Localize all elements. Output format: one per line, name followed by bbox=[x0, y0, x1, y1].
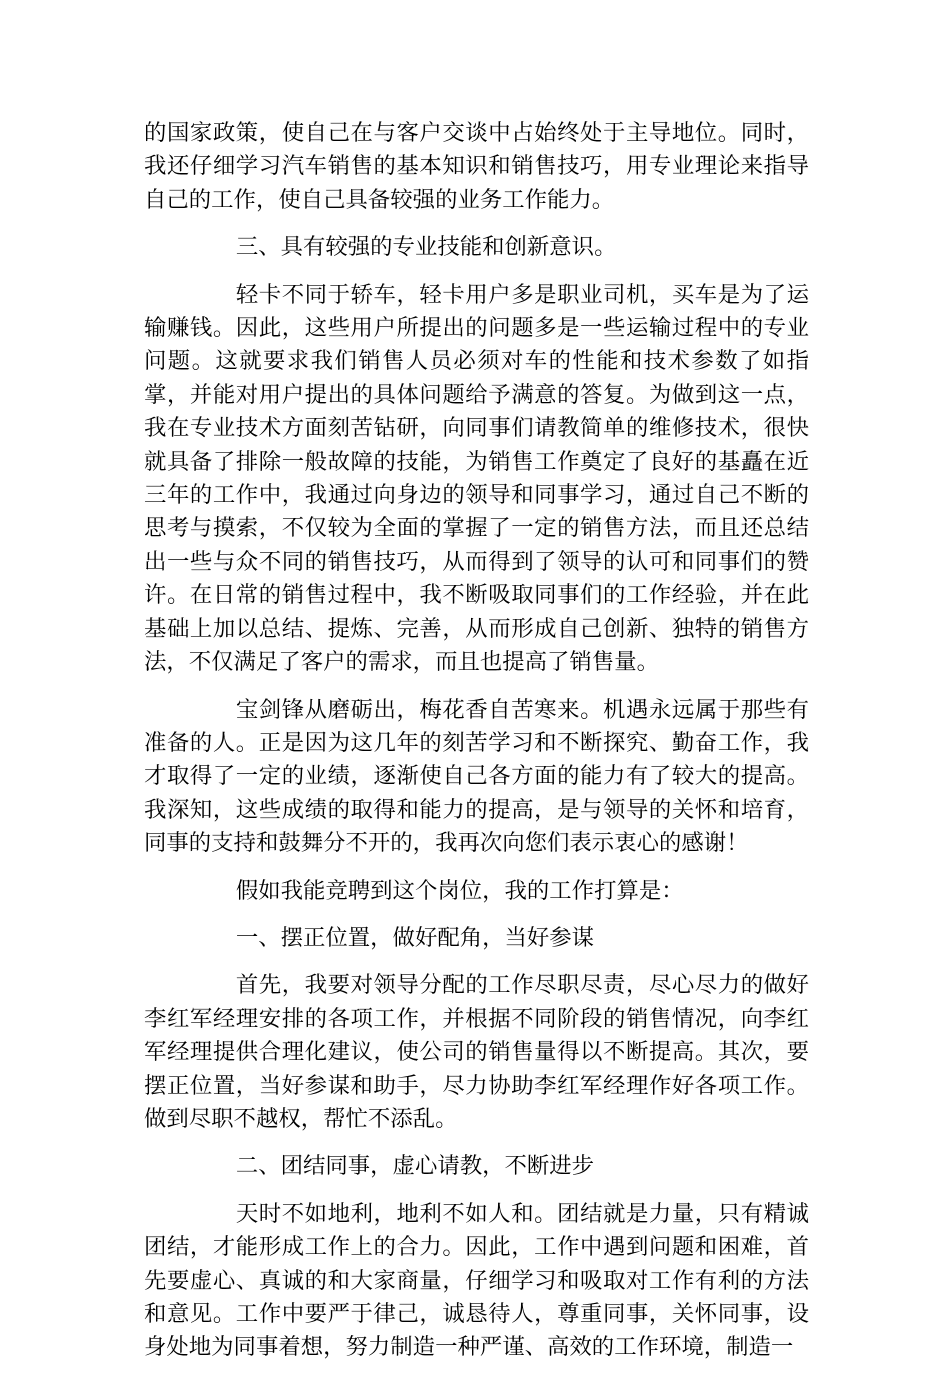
paragraph-4: 宝剑锋从磨砺出，梅花香自苦寒来。机遇永远属于那些有准备的人。正是因为这几年的刻苦学习和不断探究、勤奋工作，我才取得了一定的业绩，逐渐使自己各方面的能力有了较大的提高。我深知，这些成绩的取得和能力的提高，是与领导的关怀和培育，同事的支持和鼓舞分不开的，我再次向您们表示衷心的感谢！ bbox=[144, 696, 809, 857]
paragraph-2-heading: 三、具有较强的专业技能和创新意识。 bbox=[235, 234, 617, 261]
paragraph-6-heading: 一、摆正位置，做好配角，当好参谋 bbox=[235, 924, 595, 951]
paragraph-7: 首先，我要对领导分配的工作尽职尽责，尽心尽力的做好李红军经理安排的各项工作，并根据不同阶段的销售情况，向李红军经理提供合理化建议，使公司的销售量得以不断提高。其次，要摆正位置，当好参谋和助手，尽力协助李红军经理作好各项工作。做到尽职不越权，帮忙不添乱。 bbox=[144, 972, 809, 1132]
paragraph-8-heading: 二、团结同事，虚心请教，不断进步 bbox=[235, 1153, 595, 1180]
paragraph-5: 假如我能竞聘到这个岗位，我的工作打算是： bbox=[235, 877, 684, 904]
document-page bbox=[144, 117, 809, 1379]
paragraph-3: 轻卡不同于轿车，轻卡用户多是职业司机，买车是为了运输赚钱。因此，这些用户所提出的问题多是一些运输过程中的专业问题。这就要求我们销售人员必须对车的性能和技术参数了如指掌，并能对用户提出的具体问题给予满意的答复。为做到这一点，我在专业技术方面刻苦钻研，向同事们请教简单的维修技术，很快就具备了排除一般故障的技能，为销售工作奠定了良好的基矗在近三年的工作中，我通过向身边的领导和同事学习，通过自己不断的思考与摸索，不仅较为全面的掌握了一定的销售方法，而且还总结出一些与众不同的销售技巧，从而得到了领导的认可和同事们的赞许。在日常的销售过程中，我不断吸取同事们的工作经验，并在此基础上加以总结、提炼、完善，从而形成自己创新、独特的销售方法，不仅满足了客户的需求，而且也提高了销售量。 bbox=[144, 281, 809, 676]
paragraph-1: 的国家政策，使自己在与客户交谈中占始终处于主导地位。同时，我还仔细学习汽车销售的基本知识和销售技巧，用专业理论来指导自己的工作，使自己具备较强的业务工作能力。 bbox=[144, 120, 809, 213]
paragraph-9: 天时不如地利，地利不如人和。团结就是力量，只有精诚团结，才能形成工作上的合力。因此，工作中遇到问题和困难，首先要虚心、真诚的和大家商量，仔细学习和吸取对工作有利的方法和意见。工作中要严于律己，诚恳待人，尊重同事，关怀同事，设身处地为同事着想，努力制造一种严谨、高效的工作环境，制造一 bbox=[144, 1200, 809, 1361]
